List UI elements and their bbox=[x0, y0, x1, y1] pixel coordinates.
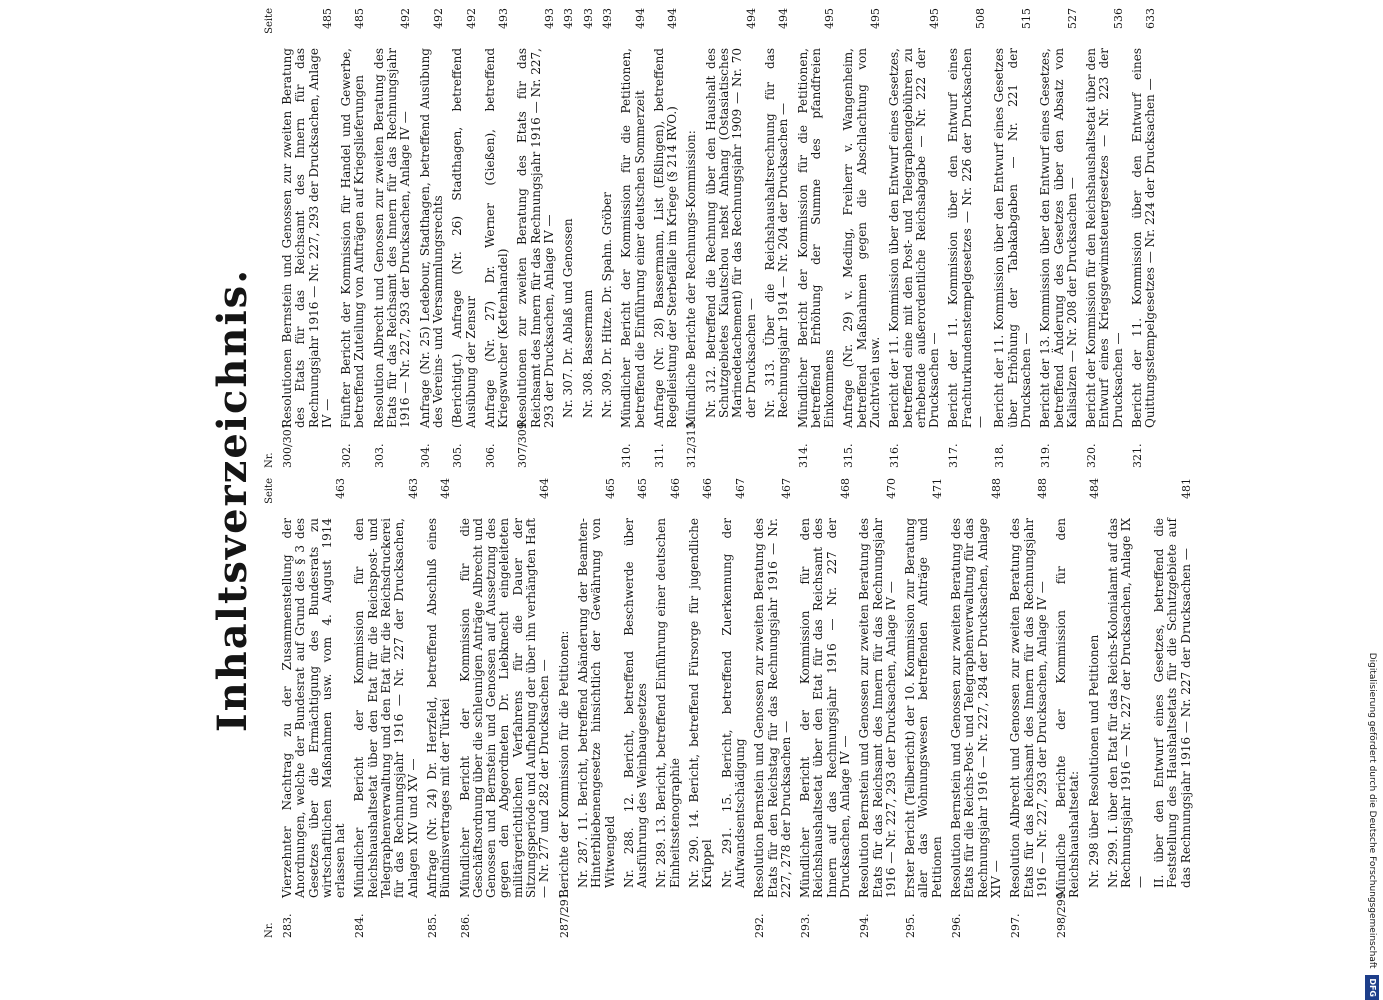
entry-number: 300/301. bbox=[281, 418, 294, 468]
toc-entry bbox=[1009, 478, 1049, 938]
seite-heading: Seite bbox=[264, 478, 275, 504]
entry-page: 493 bbox=[581, 8, 595, 29]
entry-page: 494 bbox=[744, 8, 758, 29]
entry-text: Mündliche Berichte der Kommission für den Reichshaushaltsetat: bbox=[1054, 518, 1082, 898]
entry-page: 494 bbox=[777, 8, 791, 29]
entry-text: Mündlicher Bericht der Kommission für die Petitionen, betreffend Erhöhung der Summe des pfandfreien Einkommens bbox=[795, 48, 837, 428]
entry-page: 464 bbox=[538, 478, 552, 499]
entry-page: 467 bbox=[733, 478, 747, 499]
entry-text: Bericht der 11. Kommission über den Entwurf eines Frachturkundenstempelgesetzes — Nr. 226 der Drucksachen — bbox=[946, 48, 988, 428]
entry-text: Resolution Albrecht und Genossen zur zweiten Beratung des Etats für das Reichsamt des Innern für das Rechnungsjahr 1916 — Nr. 227, 293 der Drucksachen, Anlage IV — bbox=[1008, 518, 1049, 898]
nr-heading: Nr. bbox=[264, 922, 275, 938]
entry-page: 465 bbox=[603, 478, 617, 499]
nr-heading: Nr. bbox=[264, 452, 275, 468]
entry-page: 467 bbox=[779, 478, 793, 499]
toc-entry bbox=[842, 8, 882, 468]
entry-text: Nr. 289. 13. Bericht, betreffend Einführung einer deutschen Einheitsstenographie bbox=[654, 518, 682, 888]
toc-entry bbox=[653, 8, 680, 468]
toc-entry bbox=[419, 8, 446, 468]
entry-text: Nr. 290. 14. Bericht, betreffend Fürsorge für jugendliche Krüppel bbox=[687, 518, 715, 888]
entry-page: 466 bbox=[701, 478, 715, 499]
entry-number: 296. bbox=[950, 913, 964, 938]
entry-text: Anfrage (Nr. 27) Dr. Werner (Gießen), betreffend Kriegswucher (Kettenhandel) bbox=[482, 48, 511, 428]
entry-number: 298/299. bbox=[1055, 888, 1069, 938]
toc-entry bbox=[623, 478, 650, 938]
entry-text: Mündlicher Bericht der Kommission für den Reichshaushaltsetat über den Etat für das Reichsamt des Innern auf das Rechnungsjahr 1916 — Nr. 227 der Drucksachen, Anlage IV — bbox=[798, 518, 852, 898]
toc-entry bbox=[655, 478, 682, 938]
toc-entry bbox=[582, 8, 595, 468]
toc-entry bbox=[340, 8, 367, 468]
toc-entry bbox=[577, 478, 617, 938]
toc-column-right bbox=[263, 8, 1164, 468]
entry-text: Resolution Bernstein und Genossen zur zweiten Beratung des Etats für das Reichsamt des Innern für das Rechnungsjahr 1916 — Nr. 227, 293 der Drucksachen, Anlage IV — bbox=[857, 518, 898, 898]
entry-number: 293. bbox=[799, 913, 813, 938]
entry-number: 286. bbox=[458, 913, 472, 938]
entry-number: 307/309. bbox=[516, 418, 530, 468]
entry-text: II. über den Entwurf eines Gesetzes, betreffend die Feststellung des Haushaltsetats für die Schutzgebiete auf das Rechnungsjahr 1916 — Nr. 227 der Drucksachen — bbox=[1151, 518, 1193, 888]
entry-page: 488 bbox=[1035, 478, 1049, 499]
entry-page: 492 bbox=[464, 8, 478, 29]
entry-text: Anfrage (Nr. 25) Ledebour, Stadthagen, betreffend Ausübung des Vereins- und Versammlungsrechts bbox=[417, 48, 445, 428]
entry-page: 466 bbox=[668, 478, 682, 499]
entry-page: 495 bbox=[928, 8, 942, 29]
toc-entry bbox=[1153, 478, 1193, 938]
entry-text: Resolution Bernstein und Genossen zur zweiten Beratung des Etats für den Reichstag für das Rechnungsjahr 1916 — Nr. 227, 278 der Drucksachen — bbox=[752, 518, 793, 898]
toc-entry bbox=[558, 478, 571, 938]
entry-number: 297. bbox=[1009, 913, 1023, 938]
entry-page: 468 bbox=[838, 478, 852, 499]
entry-number: 310. bbox=[620, 443, 634, 468]
entry-text: Berichte der Kommission für die Petitionen: bbox=[556, 630, 571, 898]
entry-text: Nr. 291. 15. Bericht, betreffend Zuerkennung der Aufwandsentschädigung bbox=[719, 518, 747, 888]
entry-text: Resolution Bernstein und Genossen zur zweiten Beratung des Etats für die Reichs-Post- und Telegraphenverwaltung für das Rechnungsjahr 1916 — Nr. 227, 284 der Drucksachen, Anlage XIV — bbox=[949, 518, 1003, 898]
digitization-credit bbox=[1365, 0, 1379, 1000]
entry-text: Resolutionen zur zweiten Beratung des Etats für das Reichsamt des Innern für das Rechnungsjahr 1916 — Nr. 227, 293 der Drucksachen, Anlage IV — bbox=[515, 48, 557, 428]
toc-entry bbox=[1131, 8, 1158, 468]
column-header bbox=[263, 478, 277, 938]
entry-text: Bericht der 11. Kommission über den Entwurf eines Quittungsstempelgesetzes — Nr. 224 der Drucksachen — bbox=[1130, 48, 1158, 428]
entry-text: Nr. 298 über Resolutionen und Petitionen bbox=[1086, 634, 1101, 888]
entry-text: Bericht der 11. Kommission über den Entwurf eines Gesetzes, betreffend eine mit den Post- und Telegraphengebühren zu erhebende außerordentliche Reichsabgabe — Nr. 222 der Drucksachen — bbox=[887, 48, 942, 428]
toc-entry bbox=[601, 8, 614, 468]
entry-number: 302. bbox=[340, 443, 354, 468]
toc-entry bbox=[799, 478, 852, 938]
entry-page: 494 bbox=[666, 8, 680, 29]
toc-entry bbox=[950, 478, 1003, 938]
rotated-page bbox=[201, 0, 1381, 1000]
entry-page: 493 bbox=[543, 8, 557, 29]
entry-text: Nr. 288. 12. Bericht, betreffend Beschwerde über Ausführung des Weinbaugesetzes bbox=[621, 518, 650, 888]
entry-number: 319. bbox=[1039, 443, 1053, 468]
toc-entry bbox=[705, 8, 758, 468]
toc-entries-left bbox=[281, 478, 1193, 938]
toc-entry bbox=[1107, 478, 1147, 938]
entry-text: Mündlicher Bericht der Kommission für den Reichshaushaltsetat über den Etat für die Reichspost- und Telegraphenverwaltung und den Etat für die Reichsdruckerei für das Rechnungsjahr 1916 — Nr. 227 der Drucksachen, Anlagen XIV und XV — bbox=[352, 518, 420, 898]
toc-entry bbox=[281, 8, 334, 468]
toc-entry bbox=[858, 478, 898, 938]
entry-number: 283. bbox=[281, 913, 294, 938]
entry-number: 316. bbox=[888, 443, 902, 468]
entry-number: 295. bbox=[904, 913, 918, 938]
entry-text: Resolutionen Bernstein und Genossen zur zweiten Beratung des Etats für das Reichsamt des Innern für das Rechnungsjahr 1916 — Nr. 227, 293 der Drucksachen, Anlage IV — bbox=[280, 48, 334, 428]
entry-number: 317. bbox=[947, 443, 961, 468]
toc-entry bbox=[797, 8, 837, 468]
toc-entry bbox=[947, 8, 987, 468]
entry-number: 321. bbox=[1131, 443, 1145, 468]
entry-page: 493 bbox=[497, 8, 511, 29]
entry-number: 305. bbox=[451, 443, 465, 468]
page-title: Inhaltsverzeichnis. bbox=[209, 267, 256, 733]
entry-number: 304. bbox=[418, 443, 432, 468]
toc-entry bbox=[1055, 478, 1082, 938]
entry-text: Bericht der Kommission für den Reichshaushaltsetat über den Entwurf eines Kriegsgewinnsteuergesetzes — Nr. 223 der Drucksachen — bbox=[1084, 48, 1125, 428]
toc-entry bbox=[764, 8, 791, 468]
entry-page: 463 bbox=[334, 478, 348, 499]
entry-page: 465 bbox=[636, 478, 650, 499]
toc-entry bbox=[1088, 478, 1101, 938]
toc-entry bbox=[888, 8, 941, 468]
entry-text: Nr. 313. Über die Reichshaushaltsrechnung für das Rechnungsjahr 1914 — Nr. 204 der Drucksachen — bbox=[762, 48, 791, 418]
toc-entry bbox=[688, 478, 715, 938]
entry-text: Nr. 309. Dr. Hitze. Dr. Spahn. Gröber bbox=[599, 192, 614, 418]
entry-text: Mündlicher Bericht der Kommission für die Geschäftsordnung über die schleunigen Anträge Albrecht und Genossen und Bernstein und Genossen auf Aussetzung des gegen den Abgeordneten Dr. Liebknecht eingeleiteten militärgerichtlichen Verfahrens für die Dauer der Sitzungsperiode und Aufhebung der über ihn verhängten Haft — Nr. 277 und 282 der Drucksachen — bbox=[457, 518, 552, 898]
entry-text: Anfrage (Nr. 28) Bassermann, List (Eßlingen), betreffend Regelleistung der Sterbefälle im Kriege (§ 214 RVO.) bbox=[651, 48, 680, 428]
entry-number: 315. bbox=[842, 443, 856, 468]
toc-entry bbox=[562, 8, 575, 468]
toc-entry bbox=[1085, 8, 1125, 468]
entry-page: 485 bbox=[353, 8, 367, 29]
entry-page: 485 bbox=[320, 8, 334, 29]
entry-page: 488 bbox=[989, 478, 1003, 499]
entry-number: 311. bbox=[652, 443, 666, 468]
entry-page: 494 bbox=[633, 8, 647, 29]
entry-text: Anfrage (Nr. 29) v. Meding, Freiherr v. Wangenheim, betreffend Maßnahmen gegen die Abschlachtung von Zuchtvieh usw. bbox=[841, 48, 882, 428]
entry-text: Bericht der 13. Kommission über den Entwurf eines Gesetzes, betreffend Änderung des Gesetzes über den Absatz von Kalisalzen — Nr. 208 der Drucksachen — bbox=[1038, 48, 1079, 428]
toc-entry bbox=[753, 478, 793, 938]
toc-entry bbox=[373, 8, 413, 468]
entry-page: 464 bbox=[439, 478, 453, 499]
entry-text: Mündliche Berichte der Rechnungs-Kommission: bbox=[684, 130, 699, 428]
toc-entry bbox=[1039, 8, 1079, 468]
entry-number: 284. bbox=[353, 913, 367, 938]
entry-page: 484 bbox=[1087, 478, 1101, 499]
entry-text: Anfrage (Nr. 24) Dr. Herzfeld, betreffend Abschluß eines Bündnisvertrages mit der Türkei bbox=[424, 518, 453, 898]
toc-entry bbox=[620, 8, 647, 468]
entry-number: 294. bbox=[858, 913, 872, 938]
entry-page: 492 bbox=[431, 8, 445, 29]
entry-page: 471 bbox=[930, 478, 944, 499]
dfg-logo: DFG bbox=[1365, 975, 1379, 1000]
toc-entry bbox=[451, 8, 478, 468]
entry-text: Fünfter Bericht der Kommission für Handel und Gewerbe, betreffend Zuteilung von Aufträgen auf Kriegslieferungen bbox=[339, 48, 367, 428]
entry-page: 536 bbox=[1111, 8, 1125, 29]
entry-page: 470 bbox=[884, 478, 898, 499]
entry-number: 318. bbox=[993, 443, 1007, 468]
entry-page: 508 bbox=[974, 8, 988, 29]
entry-text: Resolution Albrecht und Genossen zur zweiten Beratung des Etats für das Reichsamt des Innern für das Rechnungsjahr 1916 — Nr. 227, 293 der Drucksachen, Anlage IV — bbox=[371, 48, 413, 428]
toc-entry bbox=[993, 8, 1033, 468]
entry-text: Erster Bericht (Teilbericht) der 10. Kommission zur Beratung aller das Wohnungswesen betreffenden Anträge und Petitionen bbox=[903, 518, 944, 898]
entry-page: 515 bbox=[1019, 8, 1033, 29]
entry-text: Vierzehnter Nachtrag zu der Zusammenstellung der Anordnungen, welche der Bundesrat auf Grund des § 3 des Gesetzes über die Ermächtigung des Bundesrats zu wirtschaftlichen Maßnahmen usw. vom 4. August 1914 erlassen hat bbox=[280, 518, 348, 898]
entry-page: 493 bbox=[562, 8, 576, 29]
entry-page: 495 bbox=[823, 8, 837, 29]
entry-text: Nr. 308. Bassermann bbox=[580, 289, 595, 418]
column-header bbox=[263, 8, 277, 468]
entry-text: Nr. 307. Dr. Ablaß und Genossen bbox=[561, 218, 576, 418]
entry-page: 493 bbox=[600, 8, 614, 29]
toc-entries-right bbox=[281, 8, 1158, 468]
entry-text: Nr. 299. I. über den Etat für das Reichs-Kolonialamt auf das Rechnungsjahr 1916 — Nr. 227 der Drucksachen, Anlage IX — bbox=[1106, 518, 1147, 888]
toc-entry bbox=[904, 478, 944, 938]
entry-page: 495 bbox=[868, 8, 882, 29]
credit-text: Digitalisierung gefördert durch die Deutsche Forschungsgemeinschaft bbox=[1367, 652, 1377, 969]
entry-number: 303. bbox=[372, 443, 386, 468]
entry-page: 481 bbox=[1179, 478, 1193, 499]
toc-entry bbox=[459, 478, 552, 938]
entry-text: Nr. 312. Betreffend die Rechnung über den Haushalt des Schutzgebietes Kiautschou nebst Anhang (Ostasiatisches Marinedetachement) für das Rechnungsjahr 1909 — Nr. 70 der Drucksachen — bbox=[703, 48, 758, 418]
toc-column-left bbox=[263, 478, 1199, 938]
seite-heading: Seite bbox=[264, 8, 275, 34]
toc-entry bbox=[721, 478, 748, 938]
entry-number: 285. bbox=[425, 913, 439, 938]
entry-page: 527 bbox=[1065, 8, 1079, 29]
entry-text: Bericht der 11. Kommission über den Entwurf eines Gesetzes über Erhöhung der Tabakabgaben — Nr. 221 der Drucksachen — bbox=[992, 48, 1033, 428]
entry-number: 306. bbox=[483, 443, 497, 468]
toc-entry bbox=[516, 8, 556, 468]
entry-page: 492 bbox=[399, 8, 413, 29]
entry-number: 314. bbox=[796, 443, 810, 468]
toc-entry bbox=[426, 478, 453, 938]
toc-entry bbox=[685, 8, 698, 468]
entry-number: 292. bbox=[753, 913, 767, 938]
toc-entry bbox=[484, 8, 511, 468]
entry-page: 633 bbox=[1144, 8, 1158, 29]
entry-text: (Berichtigt.) Anfrage (Nr. 26) Stadthagen, betreffend Ausübung der Zensur bbox=[450, 48, 478, 428]
entry-text: Mündlicher Bericht der Kommission für die Petitionen, betreffend die Einführung einer deutschen Sommerzeit bbox=[619, 48, 647, 428]
toc-entry bbox=[281, 478, 347, 938]
entry-number: 312/313. bbox=[685, 418, 699, 468]
toc-entry bbox=[353, 478, 419, 938]
entry-number: 287/291. bbox=[557, 888, 571, 938]
entry-text: Nr. 287. 11. Bericht, betreffend Abänderung der Beamten-Hinterbliebenengesetze hinsichtlich der Gewährung von Witwengeld bbox=[575, 518, 617, 888]
entry-page: 463 bbox=[406, 478, 420, 499]
entry-number: 320. bbox=[1085, 443, 1099, 468]
